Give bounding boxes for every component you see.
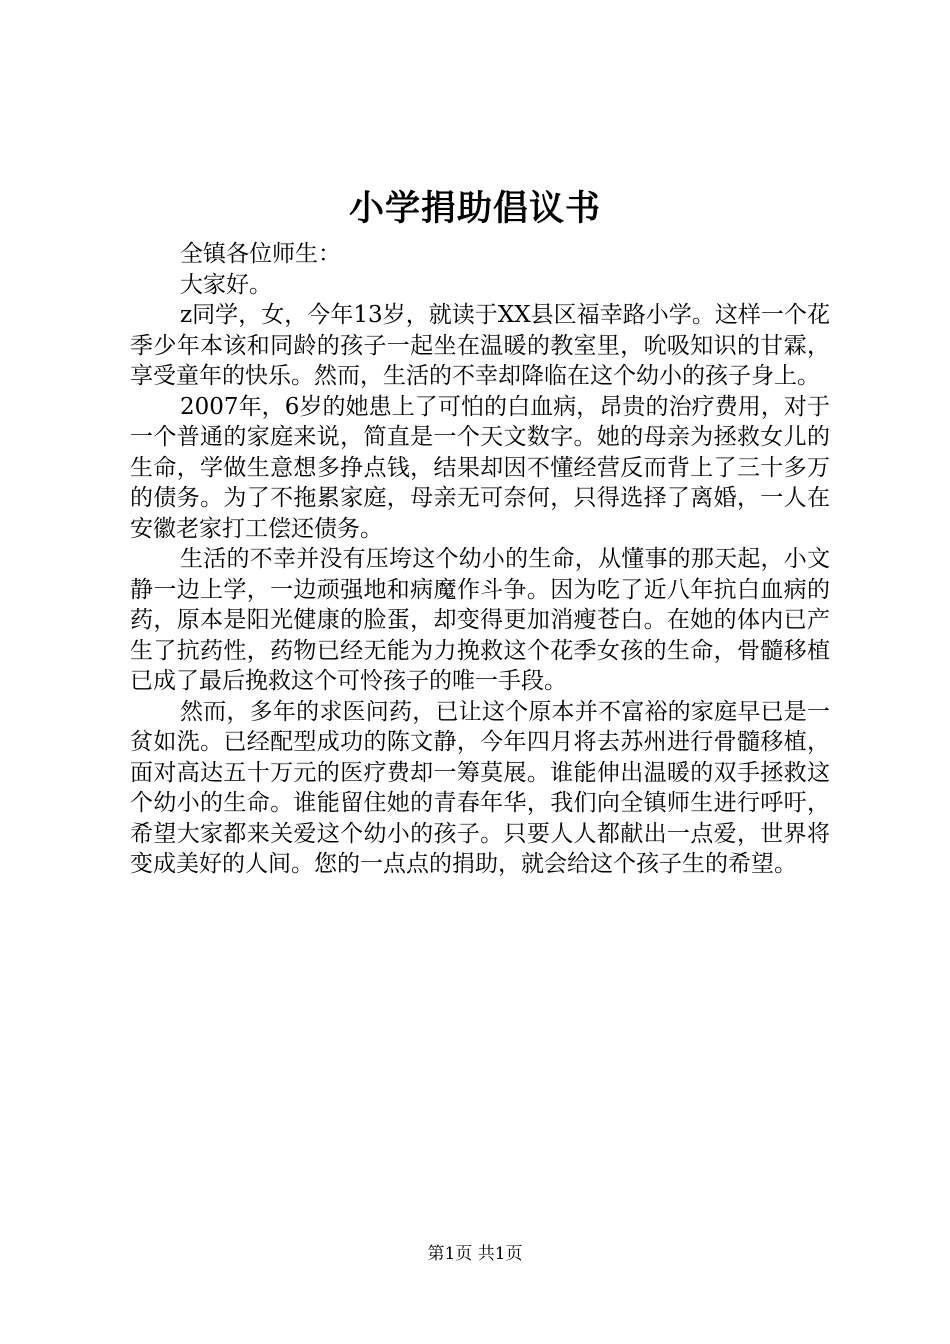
document-title: 小学捐助倡议书 [348,188,601,229]
paragraph-intro: z同学，女，今年13岁，就读于XX县区福幸路小学。这样一个花季少年本该和同龄的孩子一起坐在温暖的教室里，吮吸知识的甘霖，享受童年的快乐。然而，生活的不幸却降临在这个幼小的孩子身上。 [130,302,830,389]
paragraph-illness: 2007年，6岁的她患上了可怕的白血病，昂贵的治疗费用，对于一个普通的家庭来说，简直是一个天文数字。她的母亲为拯救女儿的生命，学做生意想多挣点钱，结果却因不懂经营反而背上了三十多万的债务。为了不拖累家庭，母亲无可奈何，只得选择了离婚，一人在安徽老家打工偿还债务。 [130,393,830,542]
salutation: 全镇各位师生： [180,241,341,267]
paragraph-struggle: 生活的不幸并没有压垮这个幼小的生命，从懂事的那天起，小文静一边上学，一边顽强地和病魔作斗争。因为吃了近八年抗白血病的药，原本是阳光健康的脸蛋，却变得更加消瘦苍白。在她的体内已产生了抗药性，药物已经无能为力挽救这个花季女孩的生命，骨髓移植已成了最后挽救这个可怜孩子的唯一手段。 [130,546,830,694]
page-footer: 第1页 共1页 [427,1244,523,1264]
document-body [130,239,830,880]
greeting: 大家好。 [180,271,272,298]
paragraph-appeal: 然而，多年的求医问药，已让这个原本并不富裕的家庭早已是一贫如洗。已经配型成功的陈文静，今年四月将去苏州进行骨髓移植，面对高达五十万元的医疗费却一筹莫展。谁能伸出温暖的双手拯救这个幼小的生命。谁能留住她的青春年华，我们向全镇师生进行呼吁，希望大家都来关爱这个幼小的孩子。只要人人都献出一点爱，世界将变成美好的人间。您的一点点的捐助，就会给这个孩子生的希望。 [130,698,830,877]
